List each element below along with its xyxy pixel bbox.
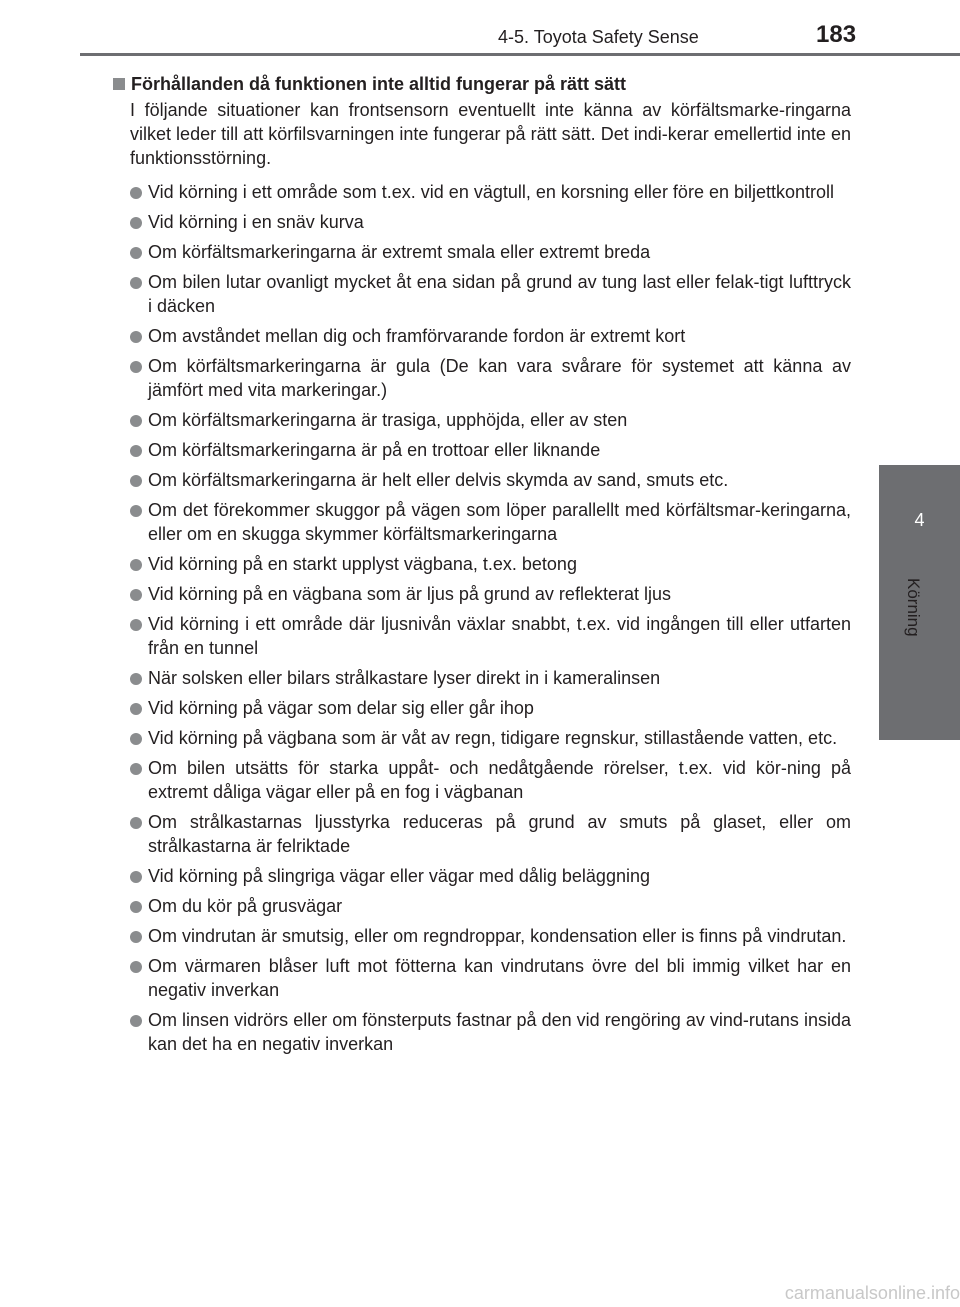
condition-list: [113, 180, 851, 1056]
list-item: [130, 354, 851, 402]
bullet-dot-icon: [130, 901, 142, 913]
list-item: [130, 1008, 851, 1056]
bullet-dot-icon: [130, 817, 142, 829]
list-item: [130, 582, 851, 606]
list-item: [130, 438, 851, 462]
list-item-text: Om värmaren blåser luft mot fötterna kan vindrutans övre del bli immig vilket har en negativ inverkan: [148, 956, 851, 1000]
bullet-dot-icon: [130, 763, 142, 775]
watermark: carmanualsonline.info: [784, 1283, 960, 1303]
bullet-dot-icon: [130, 277, 142, 289]
list-item-text: Om körfältsmarkeringarna är helt eller delvis skymda av sand, smuts etc.: [148, 470, 729, 490]
list-item: [130, 324, 851, 348]
page-number: 183: [816, 21, 857, 48]
list-item-text: Vid körning på slingriga vägar eller vägar med dålig beläggning: [148, 866, 650, 886]
list-item: [130, 552, 851, 576]
bullet-dot-icon: [130, 187, 142, 199]
list-item: [130, 894, 851, 918]
bullet-dot-icon: [130, 673, 142, 685]
list-item: [130, 696, 851, 720]
list-item: [130, 756, 851, 804]
section-heading-text: Förhållanden då funktionen inte alltid fungerar på rätt sätt: [131, 74, 627, 94]
list-item: [130, 498, 851, 546]
list-item: [130, 726, 851, 750]
list-item-text: Vid körning i en snäv kurva: [148, 212, 364, 232]
list-item: [130, 924, 851, 948]
list-item-text: Om körfältsmarkeringarna är på en trottoar eller liknande: [148, 440, 601, 460]
page-content: [113, 72, 851, 1062]
bullet-dot-icon: [130, 931, 142, 943]
list-item: [130, 666, 851, 690]
list-item-text: Om strålkastarnas ljusstyrka reduceras på grund av smuts på glaset, eller om strålkastarna är felriktade: [148, 812, 851, 856]
list-item-text: Om bilen lutar ovanligt mycket åt ena sidan på grund av tung last eller felak-tigt lufttryck i däcken: [148, 272, 851, 316]
list-item-text: Om avståndet mellan dig och framförvarande fordon är extremt kort: [148, 326, 686, 346]
bullet-dot-icon: [130, 247, 142, 259]
header-section-title: 4-5. Toyota Safety Sense: [498, 27, 699, 47]
bullet-dot-icon: [130, 475, 142, 487]
list-item-text: Vid körning på en starkt upplyst vägbana, t.ex. betong: [148, 554, 577, 574]
list-item: [130, 270, 851, 318]
header-divider: [80, 53, 960, 56]
list-item-text: Om du kör på grusvägar: [148, 896, 343, 916]
list-item-text: Vid körning i ett område där ljusnivån växlar snabbt, t.ex. vid ingången till eller utfarten från en tunnel: [148, 614, 851, 658]
list-item: [130, 954, 851, 1002]
list-item: [130, 468, 851, 492]
list-item-text: Vid körning på vägbana som är våt av regn, tidigare regnskur, stillastående vatten, etc.: [148, 728, 838, 748]
list-item-text: Om körfältsmarkeringarna är gula (De kan vara svårare för systemet att känna av jämfört med vita markeringar.): [148, 356, 851, 400]
bullet-dot-icon: [130, 217, 142, 229]
bullet-dot-icon: [130, 445, 142, 457]
list-item-text: När solsken eller bilars strålkastare lyser direkt in i kameralinsen: [148, 668, 661, 688]
list-item-text: Om körfältsmarkeringarna är trasiga, upphöjda, eller av sten: [148, 410, 628, 430]
list-item-text: Om bilen utsätts för starka uppåt- och nedåtgående rörelser, t.ex. vid kör-ning på extremt dåliga vägar eller på en fog i vägbanan: [148, 758, 851, 802]
bullet-dot-icon: [130, 961, 142, 973]
bullet-dot-icon: [130, 559, 142, 571]
bullet-dot-icon: [130, 703, 142, 715]
list-item-text: Vid körning på en vägbana som är ljus på grund av reflekterat ljus: [148, 584, 671, 604]
bullet-dot-icon: [130, 331, 142, 343]
list-item: [130, 210, 851, 234]
list-item-text: Om körfältsmarkeringarna är extremt smala eller extremt breda: [148, 242, 651, 262]
bullet-dot-icon: [130, 1015, 142, 1027]
bullet-dot-icon: [130, 871, 142, 883]
list-item: [130, 240, 851, 264]
list-item: [130, 180, 851, 204]
intro-paragraph: I följande situationer kan frontsensorn eventuellt inte känna av körfältsmarke-ringarna vilket leder till att körfilsvarningen inte fungerar på rätt sätt. Det indi-kerar emellertid inte en funktionsstörning.: [130, 100, 851, 168]
list-item-text: Vid körning på vägar som delar sig eller går ihop: [148, 698, 534, 718]
list-item-text: Om linsen vidrörs eller om fönsterputs fastnar på den vid rengöring av vind-rutans insida kan det ha en negativ inverkan: [148, 1010, 851, 1054]
chapter-number: 4: [914, 510, 925, 530]
bullet-dot-icon: [130, 589, 142, 601]
list-item-text: Om vindrutan är smutsig, eller om regndroppar, kondensation eller is finns på vindrutan.: [148, 926, 847, 946]
section-heading: [113, 72, 851, 96]
list-item-text: Vid körning i ett område som t.ex. vid en vägtull, en korsning eller före en biljettkontroll: [148, 182, 835, 202]
bullet-dot-icon: [130, 415, 142, 427]
bullet-dot-icon: [130, 619, 142, 631]
square-bullet-icon: [113, 78, 125, 90]
list-item-text: Om det förekommer skuggor på vägen som löper parallellt med körfältsmar-keringarna, eller om en skugga skymmer körfältsmarkeringarna: [148, 500, 851, 544]
bullet-dot-icon: [130, 733, 142, 745]
chapter-name: Körning: [904, 578, 923, 637]
list-item: [130, 408, 851, 432]
bullet-dot-icon: [130, 505, 142, 517]
list-item: [130, 810, 851, 858]
bullet-dot-icon: [130, 361, 142, 373]
list-item: [130, 864, 851, 888]
list-item: [130, 612, 851, 660]
